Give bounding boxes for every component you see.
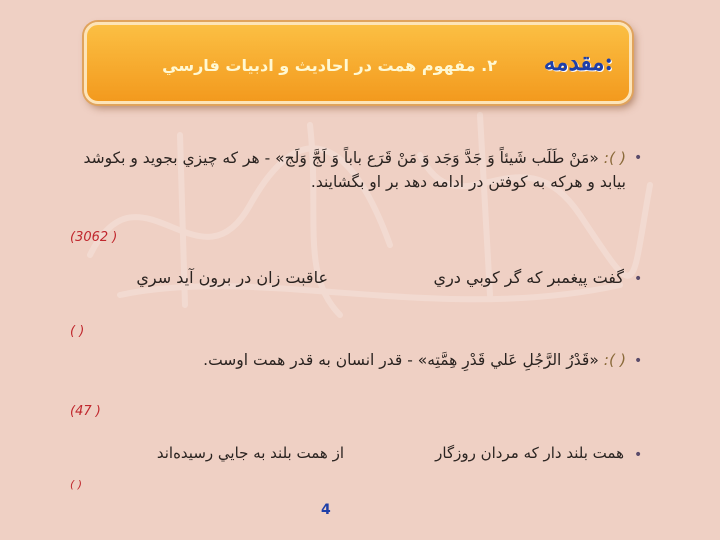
page-number: 4 xyxy=(321,502,331,518)
hadith-item-1 xyxy=(66,146,626,194)
verse-first-hemistich: گفت پيغمبر كه گر كوبي دري xyxy=(433,268,624,287)
source-citation: ( ) xyxy=(70,324,85,339)
verse-second-hemistich: از همت بلند به جايي رسيده‌اند xyxy=(156,444,344,462)
bullet-icon: • xyxy=(634,271,643,287)
bullet-icon: • xyxy=(634,353,643,369)
verse-second-hemistich: عاقبت زان در برون آيد سري xyxy=(136,268,328,287)
calligraphy-watermark xyxy=(60,95,660,325)
hadith-text: «مَنْ طَلَب شَيئاً وَ جَدَّ وَجَد وَ مَنْ قَرَع باباً وَ لَجَّ وَلَج» - هر كه چيزي بجويد و بكوشد بيابد و هركه به كوفتن در ادامه دهد بر او بگشايند. xyxy=(83,149,626,191)
bullet-icon: • xyxy=(634,150,643,166)
source-citation: (3062 ) xyxy=(70,230,118,245)
source-citation: (47 ) xyxy=(70,404,101,419)
hadith-reference: ( ): xyxy=(603,149,626,167)
hadith-reference: ( ): xyxy=(603,351,626,369)
bullet-icon: • xyxy=(634,447,643,463)
slide-title: مقدمه: xyxy=(543,49,613,76)
verse-first-hemistich: همت بلند دار كه مردان روزگار xyxy=(435,444,624,462)
slide-subtitle: ۲. مفهوم همت در احاديث و ادبيات فارسي xyxy=(162,56,497,75)
hadith-text: «قَدْرُ الرَّجُلِ عَلي قَدْرِ هِمَّتِه» - قدر انسان به قدر همت اوست. xyxy=(203,351,599,369)
title-banner xyxy=(84,22,632,104)
hadith-item-2 xyxy=(66,348,626,372)
source-citation: ( ) xyxy=(70,478,83,491)
